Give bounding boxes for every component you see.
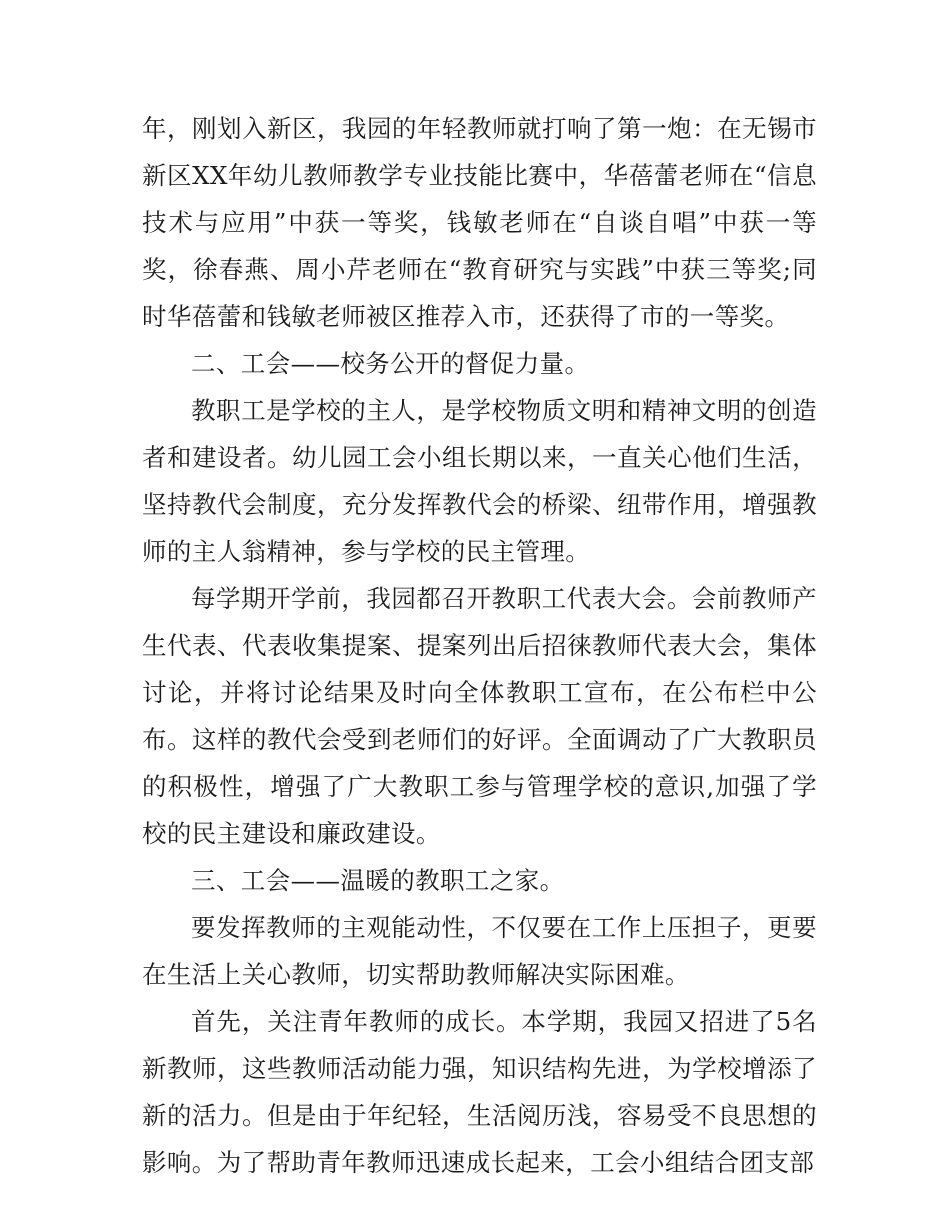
document-body (142, 105, 817, 1186)
paragraph-continuation: 年，刚划入新区，我园的年轻教师就打响了第一炮：在无锡市新区XX年幼儿教师教学专业技能比赛中，华蓓蕾老师在“信息技术与应用”中获一等奖，钱敏老师在“自谈自唱”中获一等奖，徐春燕、周小芹老师在“教育研究与实践”中获三等奖;同时华蓓蕾和钱敏老师被区推荐入市，还获得了市的一等奖。 (142, 114, 817, 331)
paragraph: 首先，关注青年教师的成长。本学期，我园又招进了5名新教师，这些教师活动能力强，知识结构先进，为学校增添了新的活力。但是由于年纪轻，生活阅历浅，容易受不良思想的影响。为了帮助青年教师迅速成长起来，工会小组结合团支部 (142, 1007, 817, 1177)
section-heading-3: 三、工会——温暖的教职工之家。 (191, 866, 565, 895)
paragraph: 每学期开学前，我园都召开教职工代表大会。会前教师产生代表、代表收集提案、提案列出后招徕教师代表大会，集体讨论，并将讨论结果及时向全体教职工宣布，在公布栏中公布。这样的教代会受到老师们的好评。全面调动了广大教职员的积极性，增强了广大教职工参与管理学校的意识,加强了学校的民主建设和廉政建设。 (142, 584, 817, 848)
section-heading-2: 二、工会——校务公开的督促力量。 (191, 349, 590, 378)
paragraph: 教职工是学校的主人，是学校物质文明和精神文明的创造者和建设者。幼儿园工会小组长期以来，一直关心他们生活，坚持教代会制度，充分发挥教代会的桥梁、纽带作用，增强教师的主人翁精神，参与学校的民主管理。 (142, 396, 817, 566)
paragraph: 要发挥教师的主观能动性，不仅要在工作上压担子，更要在生活上关心教师，切实帮助教师解决实际困难。 (142, 913, 817, 989)
